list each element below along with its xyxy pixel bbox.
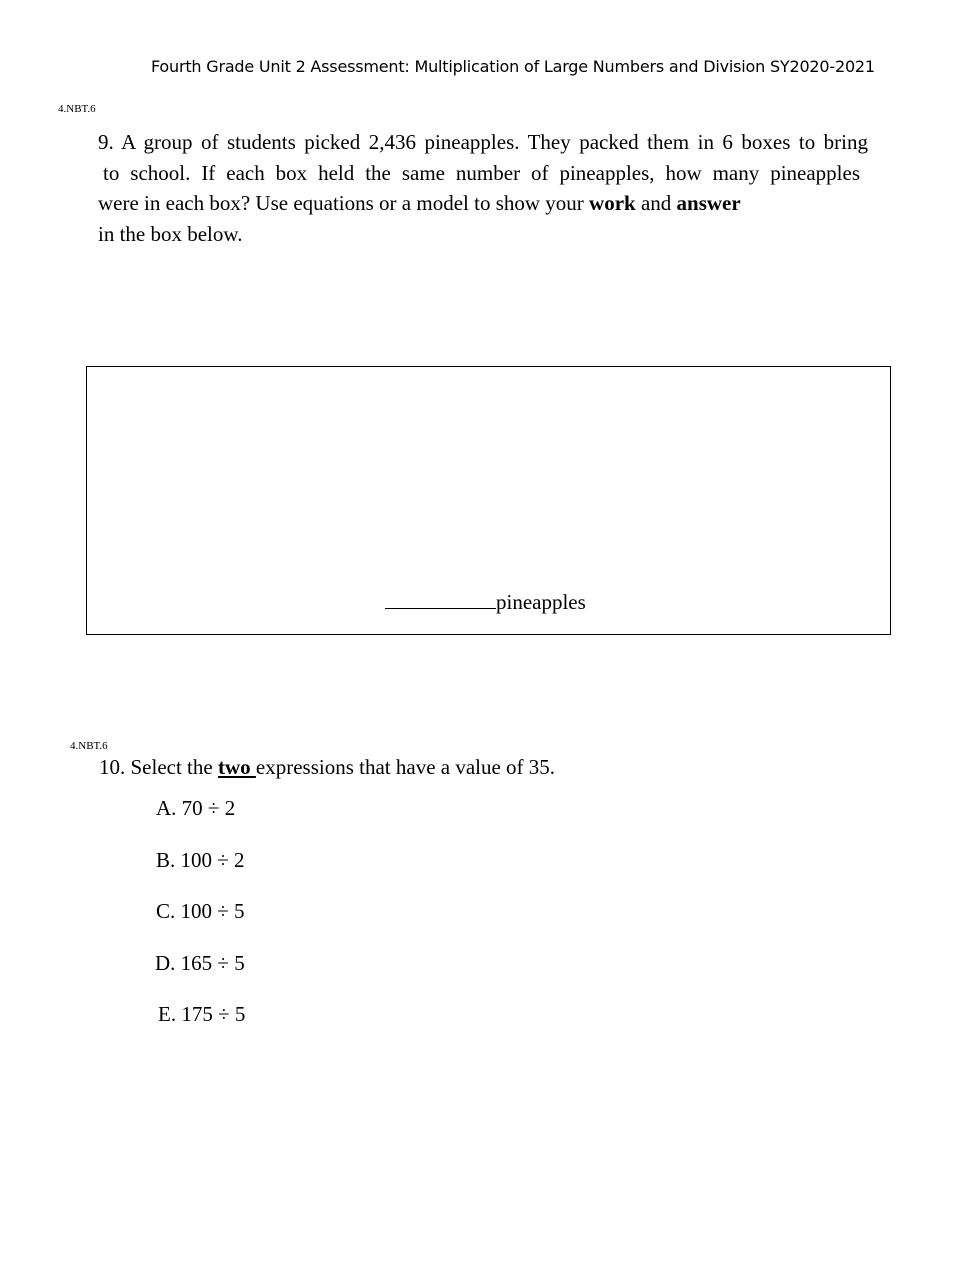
question-9-line-1: 9. A group of students picked 2,436 pineapples. They packed them in 6 boxes to bring [98, 130, 868, 154]
option-b[interactable]: B. 100 ÷ 2 [156, 848, 245, 872]
option-d[interactable]: D. 165 ÷ 5 [155, 951, 245, 975]
question-9-line-2: to school. If each box held the same number of pineapples, how many pineapples [103, 160, 860, 185]
answer-line [385, 588, 586, 615]
option-e[interactable]: E. 175 ÷ 5 [158, 1002, 246, 1026]
option-a[interactable]: A. 70 ÷ 2 [156, 796, 236, 820]
option-c[interactable]: C. 100 ÷ 5 [156, 899, 245, 923]
page-header-title: Fourth Grade Unit 2 Assessment: Multiplication of Large Numbers and Division SY2020-2021 [151, 57, 875, 76]
question-9-line-3-start: were in each box? Use equations or a model to show your [98, 191, 590, 215]
question-9-answer-emphasis: answer [676, 191, 741, 215]
standard-label-q9: 4.NBT.6 [58, 103, 96, 115]
standard-label-q10: 4.NBT.6 [70, 740, 108, 752]
answer-blank[interactable] [385, 588, 496, 609]
question-9-work-emphasis: work [589, 191, 636, 215]
question-9-text [98, 127, 870, 249]
question-10-prompt-start: 10. Select the [99, 755, 218, 779]
question-9-line-3-mid: and [635, 191, 677, 215]
question-9-line-3 [98, 188, 870, 219]
question-10-prompt [99, 755, 555, 780]
question-10-emphasis: two [217, 755, 256, 779]
question-9-line-4: in the box below. [98, 221, 243, 246]
question-10-prompt-end: expressions that have a value of 35. [255, 755, 556, 779]
answer-unit-label: pineapples [496, 590, 586, 614]
